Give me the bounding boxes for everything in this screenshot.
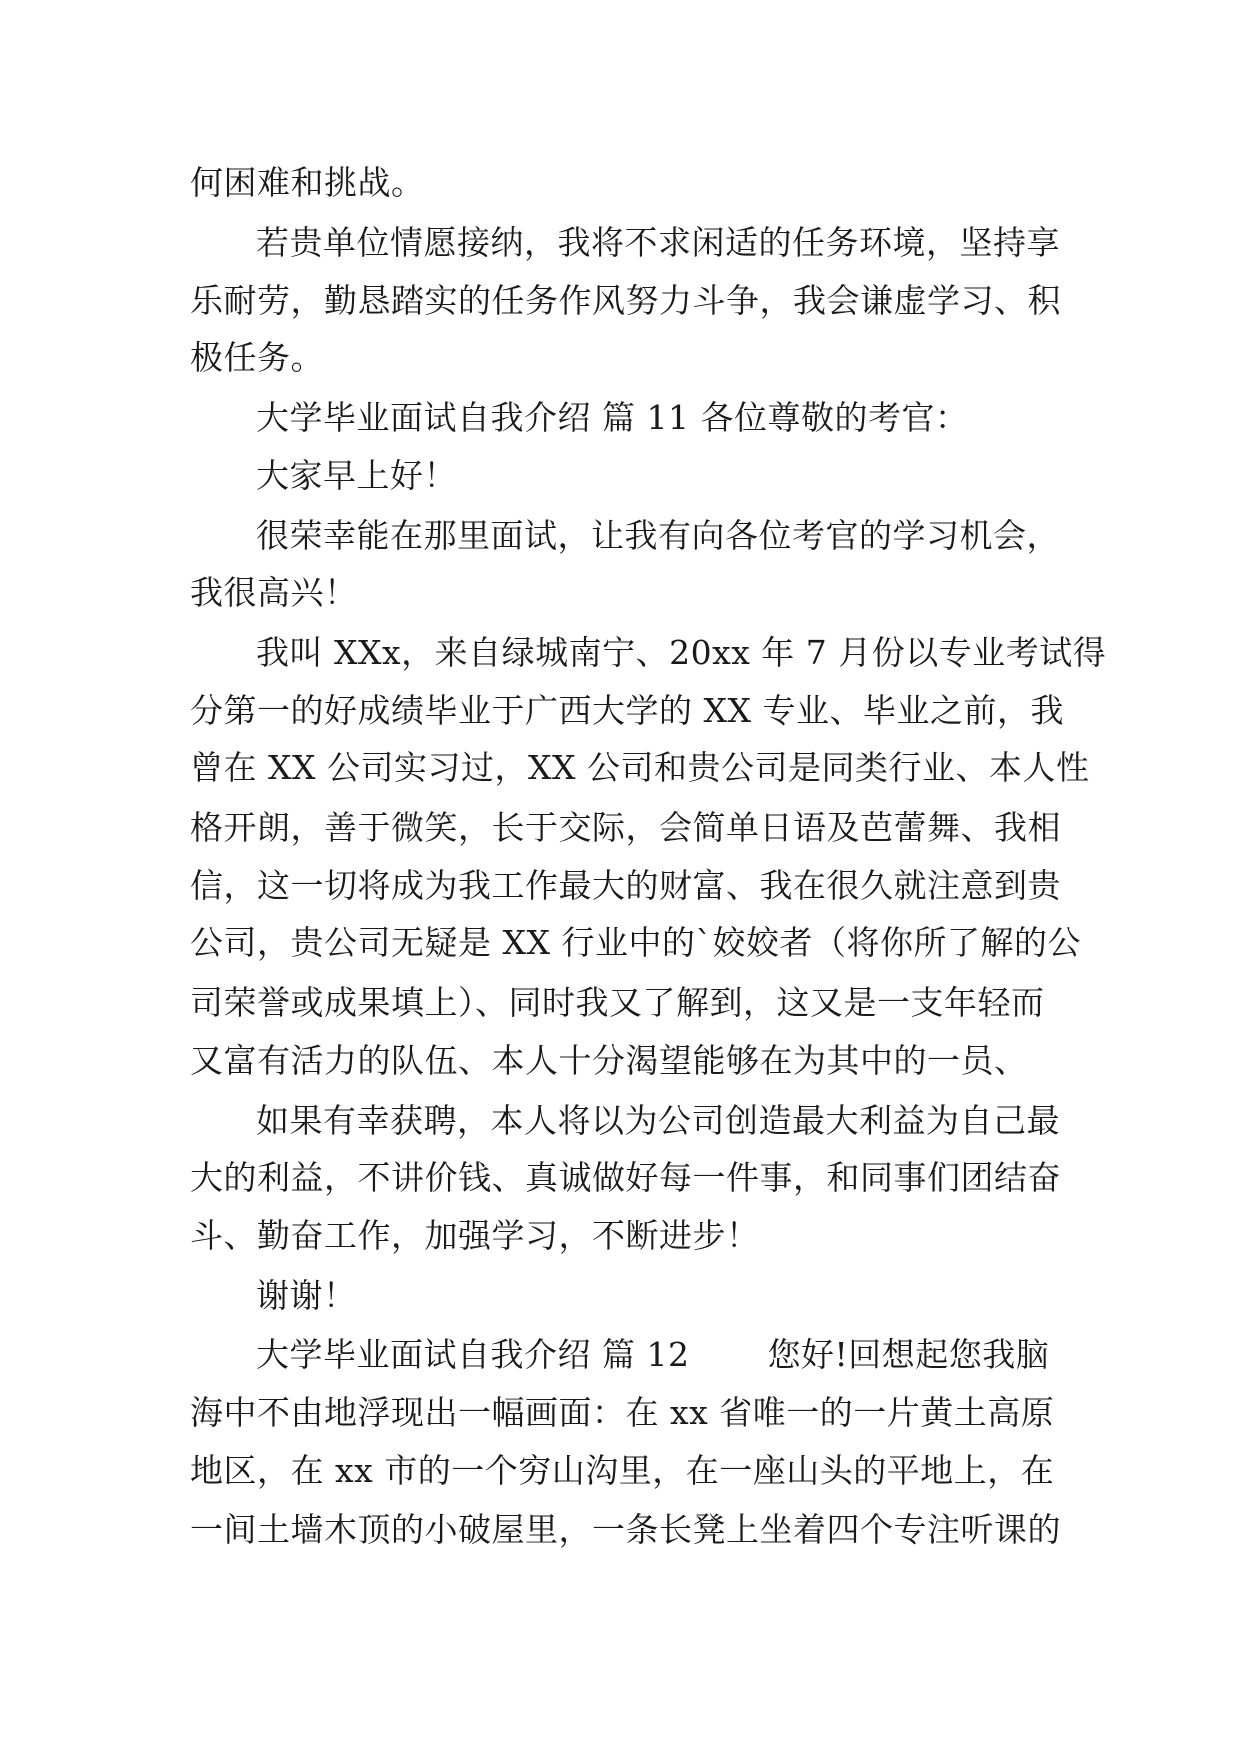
paragraph-line: 很荣幸能在那里面试，让我有向各位考官的学习机会，: [256, 516, 1060, 555]
text-line: 极任务。: [190, 338, 324, 377]
text-line: 一间土墙木顶的小破屋里，一条长凳上坐着四个专注听课的: [190, 1510, 1061, 1549]
text-line: 地区，在 xx 市的一个穷山沟里，在一座山头的平地上，在: [190, 1451, 1055, 1490]
greeting-line: 大家早上好！: [256, 456, 457, 495]
text-line: 海中不由地浮现出一幅画面：在 xx 省唯一的一片黄土高原: [190, 1393, 1055, 1432]
section-heading: 大学毕业面试自我介绍 篇 11 各位尊敬的考官：: [256, 398, 969, 437]
text-line: 司荣誉或成果填上）、同时我又了解到，这又是一支年轻而: [190, 983, 1045, 1022]
text-line: 曾在 XX 公司实习过，XX 公司和贵公司是同类行业、本人性: [190, 748, 1090, 787]
text-line: 乐耐劳，勤恳踏实的任务作风努力斗争，我会谦虚学习、积: [190, 281, 1061, 320]
paragraph-line: 若贵单位情愿接纳，我将不求闲适的任务环境，坚持享: [256, 223, 1060, 262]
text-line: 大的利益，不讲价钱、真诚做好每一件事，和同事们团结奋: [190, 1158, 1061, 1197]
text-line: 分第一的好成绩毕业于广西大学的 XX 专业、毕业之前，我: [190, 691, 1064, 730]
text-line: 我很高兴！: [190, 573, 358, 612]
closing-line: 谢谢！: [256, 1276, 357, 1315]
text-line: 公司，贵公司无疑是 XX 行业中的`姣姣者（将你所了解的公: [190, 923, 1081, 962]
text-line: 格开朗，善于微笑，长于交际，会简单日语及芭蕾舞、我相: [190, 808, 1061, 847]
text-line: 何困难和挑战。: [190, 163, 425, 202]
text-line: 信，这一切将成为我工作最大的财富、我在很久就注意到贵: [190, 866, 1061, 905]
text-line: 又富有活力的队伍、本人十分渴望能够在为其中的一员、: [190, 1041, 1028, 1080]
paragraph-line: 如果有幸获聘，本人将以为公司创造最大利益为自己最: [256, 1101, 1060, 1140]
text-line: 斗、勤奋工作，加强学习，不断进步！: [190, 1216, 760, 1255]
paragraph-line: 我叫 XXx，来自绿城南宁、20xx 年 7 月份以专业考试得: [256, 633, 1107, 672]
section-heading: 大学毕业面试自我介绍 篇 12 您好!回想起您我脑: [256, 1335, 1050, 1374]
